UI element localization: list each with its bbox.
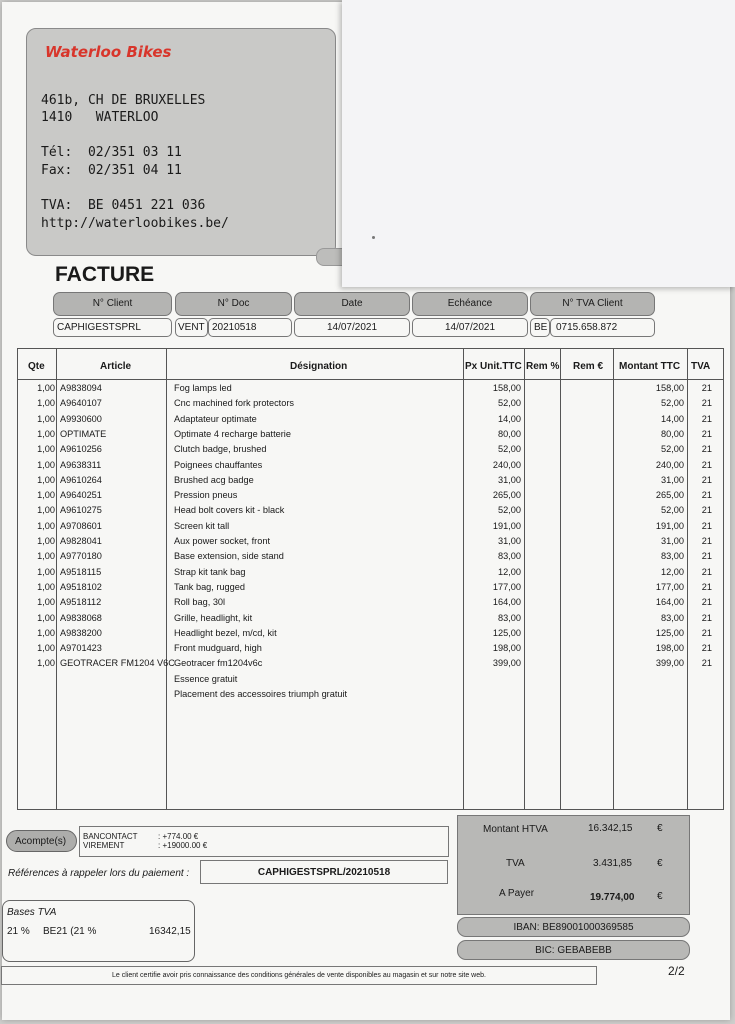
row-article: A9828041 bbox=[60, 536, 102, 546]
row-article: A9701423 bbox=[60, 643, 102, 654]
tva-bases-box bbox=[2, 900, 195, 962]
date-value: 14/07/2021 bbox=[326, 322, 378, 333]
row-tva: 21 bbox=[701, 551, 712, 562]
table-row bbox=[0, 567, 735, 582]
row-article: A9838068 bbox=[60, 612, 102, 623]
currency-symbol: € bbox=[657, 891, 663, 902]
row-qty: 1,00 bbox=[37, 413, 55, 424]
row-qty: 1,00 bbox=[37, 612, 55, 623]
table-row bbox=[0, 460, 735, 475]
row-article: A9930600 bbox=[60, 413, 102, 424]
col-header-unit-price: Px Unit.TTC bbox=[465, 361, 522, 372]
total-tva-label: TVA bbox=[506, 858, 525, 869]
row-unit-price: 240,00 bbox=[492, 459, 521, 470]
bancontact-amount: : +774.00 € bbox=[158, 832, 199, 841]
row-designation: Screen kit tall bbox=[174, 520, 230, 531]
doc-number-value: 20210518 bbox=[208, 318, 292, 337]
row-article: A9838200 bbox=[60, 627, 102, 638]
row-unit-price: 12,00 bbox=[498, 566, 521, 577]
client-tva-label: N° TVA Client bbox=[530, 292, 655, 316]
row-unit-price: 158,00 bbox=[492, 383, 521, 393]
row-qty: 1,00 bbox=[37, 398, 55, 409]
row-article: A9838094 bbox=[60, 383, 102, 393]
row-tva: 21 bbox=[701, 428, 712, 439]
table-row bbox=[0, 674, 735, 689]
row-tva: 21 bbox=[701, 444, 712, 455]
row-tva: 21 bbox=[701, 383, 712, 393]
overlapping-paper bbox=[342, 0, 735, 287]
row-amount: 164,00 bbox=[655, 597, 684, 608]
row-unit-price: 198,00 bbox=[492, 643, 521, 654]
total-htva-label: Montant HTVA bbox=[483, 824, 548, 835]
row-amount: 125,00 bbox=[655, 627, 684, 638]
row-unit-price: 31,00 bbox=[498, 474, 521, 485]
company-tel: Tél: 02/351 03 11 bbox=[41, 145, 182, 160]
row-designation: Placement des accessoires triumph gratuit bbox=[174, 689, 348, 699]
row-qty: 1,00 bbox=[37, 581, 55, 592]
row-qty: 1,00 bbox=[37, 643, 55, 654]
row-qty: 1,00 bbox=[37, 520, 55, 531]
col-header-designation: Désignation bbox=[290, 361, 348, 372]
row-tva: 21 bbox=[701, 627, 712, 638]
row-qty: 1,00 bbox=[37, 627, 55, 638]
table-row bbox=[0, 628, 735, 643]
row-designation: Strap kit tank bag bbox=[174, 566, 246, 577]
row-unit-price: 399,00 bbox=[492, 658, 521, 669]
row-tva: 21 bbox=[701, 398, 712, 409]
row-tva: 21 bbox=[701, 505, 712, 516]
due-date-label: Echéance bbox=[412, 292, 528, 316]
row-article: A9518115 bbox=[60, 566, 102, 577]
row-designation: Roll bag, 30l bbox=[174, 597, 226, 608]
row-tva: 21 bbox=[701, 490, 712, 501]
tva-bases-title: Bases TVA bbox=[7, 907, 57, 918]
table-row bbox=[0, 551, 735, 566]
table-row bbox=[0, 597, 735, 612]
row-amount: 177,00 bbox=[655, 581, 684, 592]
row-tva: 21 bbox=[701, 581, 712, 592]
row-unit-price: 177,00 bbox=[492, 581, 521, 592]
row-article: A9770180 bbox=[60, 551, 102, 562]
due-date-value-box bbox=[412, 318, 528, 337]
doc-prefix: VENT bbox=[175, 318, 208, 337]
row-designation: Headlight bezel, m/cd, kit bbox=[174, 627, 277, 638]
bancontact-label: BANCONTACT bbox=[83, 832, 138, 841]
company-address-line2: 1410 WATERLOO bbox=[41, 110, 159, 125]
row-designation: Essence gratuit bbox=[174, 673, 238, 684]
row-designation: Fog lamps led bbox=[174, 383, 232, 393]
row-unit-price: 265,00 bbox=[492, 490, 521, 501]
row-tva: 21 bbox=[701, 520, 712, 531]
row-article: A9640251 bbox=[60, 490, 102, 501]
row-qty: 1,00 bbox=[37, 490, 55, 501]
row-article: A9610264 bbox=[60, 474, 102, 485]
row-amount: 83,00 bbox=[661, 551, 684, 562]
company-address-line1: 461b, CH DE BRUXELLES bbox=[41, 93, 206, 108]
row-designation: Head bolt covers kit - black bbox=[174, 505, 285, 516]
tva-bases-code: BE21 (21 % bbox=[43, 926, 97, 937]
total-htva-value: 16.342,15 bbox=[588, 823, 633, 834]
client-tva-value: 0715.658.872 bbox=[550, 318, 655, 337]
iban-field: IBAN: BE89001000369585 bbox=[457, 917, 690, 937]
document-title: FACTURE bbox=[55, 263, 155, 286]
table-row bbox=[0, 521, 735, 536]
col-header-amount: Montant TTC bbox=[619, 361, 681, 372]
totals-box bbox=[457, 815, 690, 915]
table-row bbox=[0, 658, 735, 673]
reference-value: CAPHIGESTSPRL/20210518 bbox=[200, 860, 448, 884]
row-unit-price: 83,00 bbox=[498, 612, 521, 623]
row-qty: 1,00 bbox=[37, 505, 55, 516]
row-designation: Pression pneus bbox=[174, 490, 238, 501]
table-row bbox=[0, 490, 735, 505]
row-qty: 1,00 bbox=[37, 428, 55, 439]
client-number-label: N° Client bbox=[53, 292, 172, 316]
row-amount: 31,00 bbox=[661, 536, 684, 546]
row-qty: 1,00 bbox=[37, 597, 55, 608]
row-amount: 198,00 bbox=[655, 643, 684, 654]
payments-box bbox=[79, 826, 449, 857]
table-row bbox=[0, 582, 735, 597]
row-qty: 1,00 bbox=[37, 658, 55, 669]
row-qty: 1,00 bbox=[37, 474, 55, 485]
row-article: A9640107 bbox=[60, 398, 102, 409]
virement-label: VIREMENT bbox=[83, 841, 125, 850]
row-unit-price: 14,00 bbox=[498, 413, 521, 424]
row-tva: 21 bbox=[701, 566, 712, 577]
row-qty: 1,00 bbox=[37, 444, 55, 455]
col-header-discount-eur: Rem € bbox=[573, 361, 604, 372]
row-tva: 21 bbox=[701, 474, 712, 485]
table-row bbox=[0, 444, 735, 459]
doc-number-label: N° Doc bbox=[175, 292, 292, 316]
col-header-discount-pct: Rem % bbox=[526, 361, 560, 372]
currency-symbol: € bbox=[657, 858, 663, 869]
row-designation: Grille, headlight, kit bbox=[174, 612, 253, 623]
table-row bbox=[0, 505, 735, 520]
row-tva: 21 bbox=[701, 612, 712, 623]
company-fax: Fax: 02/351 04 11 bbox=[41, 163, 182, 178]
table-header-divider bbox=[17, 379, 724, 380]
paper-speck bbox=[372, 236, 375, 239]
row-designation: Clutch badge, brushed bbox=[174, 444, 267, 455]
row-unit-price: 164,00 bbox=[492, 597, 521, 608]
row-designation: Geotracer fm1204v6c bbox=[174, 658, 263, 669]
row-tva: 21 bbox=[701, 536, 712, 546]
total-payer-value: 19.774,00 bbox=[590, 892, 635, 903]
row-article: A9518112 bbox=[60, 597, 102, 608]
currency-symbol: € bbox=[657, 823, 663, 834]
table-row bbox=[0, 475, 735, 490]
row-designation: Adaptateur optimate bbox=[174, 413, 257, 424]
row-tva: 21 bbox=[701, 413, 712, 424]
row-amount: 80,00 bbox=[661, 428, 684, 439]
date-value-box bbox=[294, 318, 410, 337]
row-designation: Tank bag, rugged bbox=[174, 581, 245, 592]
client-number-value: CAPHIGESTSPRL bbox=[53, 318, 172, 337]
row-qty: 1,00 bbox=[37, 566, 55, 577]
row-designation: Optimate 4 recharge batterie bbox=[174, 428, 291, 439]
row-designation: Front mudguard, high bbox=[174, 643, 262, 654]
row-amount: 31,00 bbox=[661, 474, 684, 485]
table-row bbox=[0, 689, 735, 704]
row-qty: 1,00 bbox=[37, 536, 55, 546]
table-row bbox=[0, 613, 735, 628]
reference-label: Références à rappeler lors du paiement : bbox=[8, 868, 190, 879]
row-unit-price: 52,00 bbox=[498, 505, 521, 516]
row-unit-price: 83,00 bbox=[498, 551, 521, 562]
row-unit-price: 191,00 bbox=[492, 520, 521, 531]
row-unit-price: 52,00 bbox=[498, 398, 521, 409]
col-header-article: Article bbox=[100, 361, 132, 372]
total-tva-value: 3.431,85 bbox=[593, 858, 632, 869]
row-article: A9638311 bbox=[60, 459, 102, 470]
row-amount: 14,00 bbox=[661, 413, 684, 424]
row-amount: 52,00 bbox=[661, 398, 684, 409]
row-qty: 1,00 bbox=[37, 383, 55, 393]
row-unit-price: 31,00 bbox=[498, 536, 521, 546]
tva-bases-rate: 21 % bbox=[7, 926, 30, 937]
tva-prefix: BE bbox=[530, 318, 550, 337]
row-amount: 265,00 bbox=[655, 490, 684, 501]
row-article: A9518102 bbox=[60, 581, 102, 592]
row-article: A9610256 bbox=[60, 444, 102, 455]
table-row bbox=[0, 383, 735, 398]
row-amount: 52,00 bbox=[661, 505, 684, 516]
row-designation: Cnc machined fork protectors bbox=[174, 398, 294, 409]
row-tva: 21 bbox=[701, 643, 712, 654]
col-header-tva: TVA bbox=[691, 361, 711, 372]
table-row bbox=[0, 398, 735, 413]
company-tva: TVA: BE 0451 221 036 bbox=[41, 198, 206, 213]
row-amount: 83,00 bbox=[661, 612, 684, 623]
row-designation: Brushed acg badge bbox=[174, 474, 254, 485]
row-designation: Aux power socket, front bbox=[174, 536, 271, 546]
row-qty: 1,00 bbox=[37, 551, 55, 562]
row-amount: 399,00 bbox=[655, 658, 684, 669]
table-row bbox=[0, 414, 735, 429]
row-article: GEOTRACER FM1204 V6C bbox=[60, 658, 175, 669]
row-unit-price: 52,00 bbox=[498, 444, 521, 455]
col-header-qte: Qte bbox=[28, 361, 45, 372]
row-tva: 21 bbox=[701, 597, 712, 608]
row-unit-price: 125,00 bbox=[492, 627, 521, 638]
bic-field: BIC: GEBABEBB bbox=[457, 940, 690, 960]
total-payer-label: A Payer bbox=[499, 888, 535, 899]
company-website: http://waterloobikes.be/ bbox=[41, 216, 229, 231]
row-article: A9610275 bbox=[60, 505, 102, 516]
tva-bases-amount: 16342,15 bbox=[149, 926, 191, 937]
row-amount: 191,00 bbox=[655, 520, 684, 531]
terms-footer: Le client certifie avoir pris connaissance des conditions générales de vente disponibles au magasin et sur notre site web. bbox=[1, 966, 597, 985]
row-amount: 158,00 bbox=[655, 383, 684, 393]
row-article: OPTIMATE bbox=[60, 428, 107, 439]
virement-amount: : +19000.00 € bbox=[158, 841, 208, 850]
row-unit-price: 80,00 bbox=[498, 428, 521, 439]
company-info-box bbox=[26, 28, 336, 256]
row-amount: 52,00 bbox=[661, 444, 684, 455]
row-tva: 21 bbox=[701, 658, 712, 669]
row-designation: Poignees chauffantes bbox=[174, 459, 263, 470]
table-row bbox=[0, 429, 735, 444]
page-number: 2/2 bbox=[668, 964, 685, 978]
acompte-button[interactable]: Acompte(s) bbox=[6, 830, 77, 852]
table-row bbox=[0, 536, 735, 551]
due-date-value: 14/07/2021 bbox=[444, 322, 496, 333]
table-row bbox=[0, 643, 735, 658]
row-article: A9708601 bbox=[60, 520, 102, 531]
date-label: Date bbox=[294, 292, 410, 316]
row-tva: 21 bbox=[701, 459, 712, 470]
row-amount: 12,00 bbox=[661, 566, 684, 577]
company-name: Waterloo Bikes bbox=[45, 43, 172, 61]
row-qty: 1,00 bbox=[37, 459, 55, 470]
row-designation: Base extension, side stand bbox=[174, 551, 284, 562]
row-amount: 240,00 bbox=[655, 459, 684, 470]
